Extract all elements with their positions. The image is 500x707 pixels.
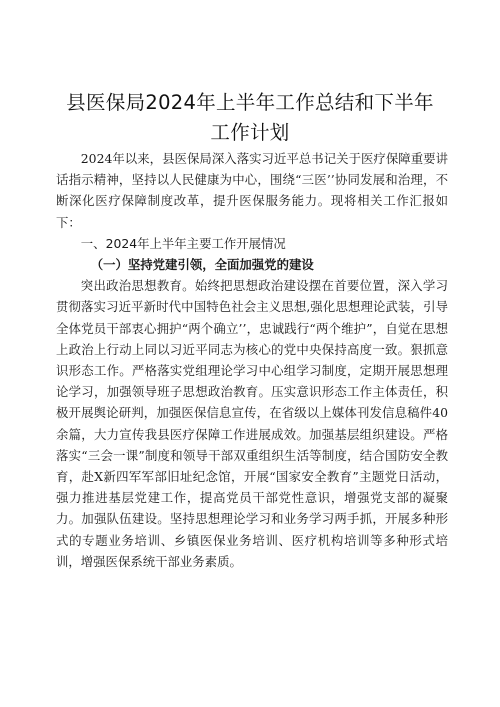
- section-heading: 一、2024年上半年主要工作开展情况: [80, 235, 286, 251]
- subsection-heading: （一）坚持党建引领，全面加强党的建设: [90, 257, 314, 273]
- document-title: 县医保局2024年上半年工作总结和下半年工作计划: [66, 91, 434, 144]
- intro-paragraph: 2024年以来，县医保局深入落实习近平总书记关于医疗保障重要讲话指示精神，坚持以人民健康为中心，围绕“三医’’协同发展和治理，不断深化医疗保障制度改革，提升医保服务能力。现将相关工作汇报如下：: [56, 151, 448, 230]
- document-body: [56, 148, 448, 572]
- body-paragraph: 突出政治思想教育。始终把思想政治建设摆在首要位置，深入学习贯彻落实习近平新时代中国特色社会主义思想,强化思想理论武装，引导全体党员干部衷心拥护“两个确立’’，忠诚践行“两个维护”，自觉在思想上政治上行动上同以习近平同志为核心的党中央保持高度一致。狠抓意识形态工作。严格落实党组理论学习中心组学习制度，定期开展思想理论学习，加强领导班子思想政治教育。压实意识形态工作主体责任，积极开展舆论研判，加强医保信息宣传，在省级以上媒体刊发信息稿件40余篇，大力宣传我县医疗保障工作进展成效。加强基层组织建设。严格落实“三会一课”制度和领导干部双重组织生活等制度，结合国防安全教育，赴X新四军军部旧址纪念馆，开展“国家安全教育”主题党日活动，强力推进基层党建工作，提高党员干部党性意识，增强党支部的凝聚力。加强队伍建设。坚持思想理论学习和业务学习两手抓，开展多种形式的专题业务培训、乡镇医保业务培训、医疗机构培训等多种形式培训，增强医保系统干部业务素质。: [56, 278, 448, 569]
